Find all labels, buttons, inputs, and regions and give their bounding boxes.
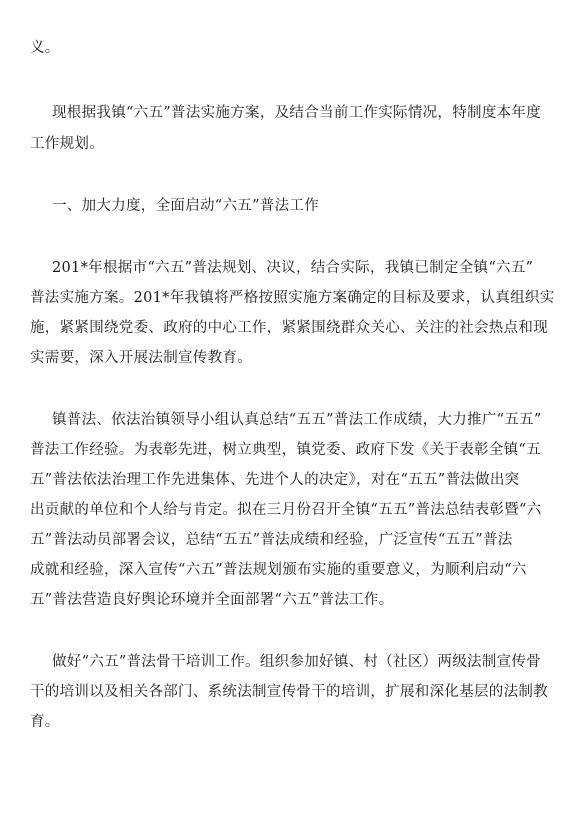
- text-line: 镇普法、依法治镇领导小组认真总结“五五”普法工作成绩，大力推广“五五”: [52, 412, 542, 428]
- text-line: 五”普法动员部署会议，总结“五五”普法成绩和经验，广泛宣传“五五”普法: [30, 532, 513, 548]
- text-line: 普法工作经验。为表彰先进，树立典型，镇党委、政府下发《关于表彰全镇“五: [30, 442, 541, 458]
- text-line: 施，紧紧围绕党委、政府的中心工作，紧紧围绕群众关心、关注的社会热点和现: [30, 320, 548, 336]
- text-line: 五”普法营造良好舆论环境并全面部署“六五”普法工作。: [30, 592, 394, 608]
- text-line: 工作规划。: [30, 136, 104, 152]
- text-line: 育。: [30, 714, 60, 730]
- section-heading: 一、加大力度，全面启动“六五”普法工作: [52, 198, 320, 214]
- text-line: 义。: [30, 40, 60, 56]
- text-line: 现根据我镇“六五”普法实施方案，及结合当前工作实际情况，特制度本年度: [52, 105, 542, 121]
- text-line: 成就和经验，深入宣传“六五”普法规划颁布实施的重要意义，为顺利启动“六: [30, 562, 527, 578]
- text-line: 干的培训以及相关各部门、系统法制宣传骨干的培训，扩展和深化基层的法制教: [30, 684, 548, 700]
- text-line: 实需要，深入开展法制宣传教育。: [30, 350, 252, 366]
- text-line: 普法实施方案。201*年我镇将严格按照实施方案确定的目标及要求，认真组织实: [30, 290, 555, 306]
- text-line: 201*年根据市“六五”普法规划、决议，结合实际，我镇已制定全镇“六五”: [52, 260, 534, 276]
- text-line: 五”普法依法治理工作先进集体、先进个人的决定》，对在“五五”普法做出突: [30, 472, 520, 488]
- text-line: 出贡献的单位和个人给与肯定。拟在三月份召开全镇“五五”普法总结表彰暨“六: [30, 502, 542, 518]
- text-line: 做好“六五”普法骨干培训工作。组织参加好镇、村（社区）两级法制宣传骨: [52, 654, 542, 670]
